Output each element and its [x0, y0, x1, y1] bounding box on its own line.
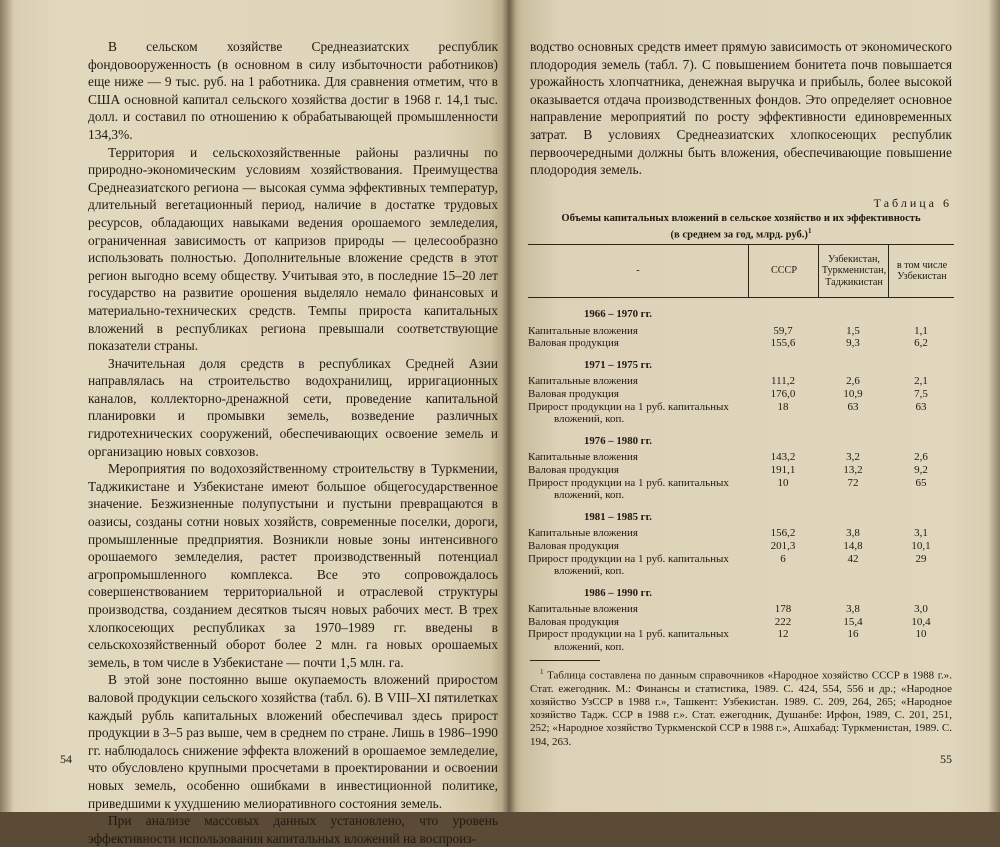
value-uzbekistan: 29: [915, 552, 927, 565]
left-page-text: [88, 38, 498, 847]
period-header: 1981 – 1985 гг.: [584, 510, 652, 523]
value-uzbekistan: 10,1: [911, 539, 931, 552]
value-uzbekistan: 3,1: [914, 527, 928, 540]
period-header: 1971 – 1975 гг.: [584, 358, 652, 371]
row-label: [528, 401, 748, 426]
row-label: [528, 451, 748, 464]
value-ussr: 6: [780, 552, 786, 565]
table-row: [528, 603, 954, 616]
value-ussr: 178: [774, 603, 792, 616]
value-ussr: 176,0: [770, 387, 796, 400]
column-header-ussr: СССР: [748, 245, 819, 297]
row-label-text: Капитальные вложения: [528, 451, 638, 464]
value-central-asia: 42: [847, 552, 859, 565]
row-label: [528, 527, 748, 540]
column-header-central-asia: Узбекистан, Туркменистан, Таджикистан: [818, 245, 889, 297]
value-uzbekistan: 7,5: [914, 387, 928, 400]
row-label-text: Валовая продукция: [528, 463, 619, 476]
table-row: [528, 553, 954, 578]
table-row: [528, 464, 954, 477]
right-page-text: [530, 38, 952, 179]
value-central-asia: 1,5: [846, 324, 860, 337]
table-header: [528, 244, 954, 298]
row-label-text: Валовая продукция: [528, 539, 619, 552]
paragraph: Значительная доля средств в республиках Средней Азии направлялась на строительство водохранилищ, ирригационных каналов, коллекторно-дренажной сети, проведение капитальной планировки и промывки земель, возведение различных гидротехнических сооружений, обеспечивающих освоение земель и организацию новых совхозов.: [88, 355, 498, 459]
value-ussr: 201,3: [770, 539, 796, 552]
row-label-text: Валовая продукция: [528, 615, 619, 628]
value-uzbekistan: 63: [915, 400, 927, 413]
value-uzbekistan: 65: [915, 476, 927, 489]
period-header: 1986 – 1990 гг.: [584, 586, 652, 599]
data-table: [528, 244, 954, 654]
row-label-text: Прирост продукции на 1 руб. капитальных: [528, 400, 729, 413]
paragraph: При анализе массовых данных установлено, что уровень эффективности использования капитальных вложений на воспроиз-: [88, 813, 498, 846]
value-uzbekistan: 9,2: [914, 463, 928, 476]
row-label: [528, 375, 748, 388]
value-central-asia: 3,8: [846, 603, 860, 616]
table-row: [528, 451, 954, 464]
row-label: [528, 628, 748, 653]
value-central-asia: 10,9: [843, 387, 863, 400]
period-header: 1976 – 1980 гг.: [584, 434, 652, 447]
footnote-rule: [530, 660, 600, 661]
row-label: [528, 464, 748, 477]
value-ussr: 156,2: [770, 527, 796, 540]
table-row: [528, 527, 954, 540]
row-label-text: Капитальные вложения: [528, 324, 638, 337]
table-title-line: [530, 225, 952, 242]
row-label: [528, 540, 748, 553]
paragraph: Территория и сельскохозяйственные районы различны по природно-экономическим условиям хозяйствования. Преимущества Среднеазиатского региона — высокая сумма эффективных температур, длительный вегетационный период, наличие в достатке трудовых ресурсов, обладающих навыками ведения орошаемого земледелия, ограниченная зависимость от капризов природы — целесообразно использовать полностью. Дополнительные вложение средств в этот регион выгодно всему обществу. Учитывая это, в последние 15–20 лет государство на развитие орошения выделяло немало финансовых и материально-технических средств. Темпы прироста капитальных вложений в республиках региона превышали соответствующие показатели страны.: [88, 144, 498, 354]
row-label-text: Прирост продукции на 1 руб. капитальных: [528, 476, 729, 489]
value-central-asia: 2,6: [846, 375, 860, 388]
value-central-asia: 13,2: [843, 463, 863, 476]
table-row: [528, 388, 954, 401]
period-header: 1966 – 1970 гг.: [584, 308, 652, 320]
footnote-ref: 1: [807, 227, 812, 235]
value-uzbekistan: 1,1: [914, 324, 928, 337]
column-header-uzbekistan: в том числе Узбекистан: [888, 245, 955, 297]
row-label-text: Капитальные вложения: [528, 603, 638, 616]
footnote: [530, 666, 952, 749]
value-uzbekistan: 3,0: [914, 603, 928, 616]
table-title-subline: (в среднем за год, млрд. руб.): [670, 229, 808, 241]
value-central-asia: 63: [847, 400, 859, 413]
footnote-marker: 1: [540, 668, 544, 676]
value-ussr: 18: [777, 400, 789, 413]
row-label: [528, 337, 748, 350]
row-label: [528, 616, 748, 629]
row-label: [528, 325, 748, 338]
value-central-asia: 16: [847, 628, 859, 641]
column-header-indicator: -: [636, 265, 640, 277]
book-gutter: [502, 0, 516, 812]
paragraph: водство основных средств имеет прямую зависимость от экономического плодородия земель (табл. 7). С повышением бонитета почв повышается урожайность хлопчатника, денежная выручка и прибыль, более высокой оказывается отдача производственных фондов. Это определяет основное направление мероприятий по росту эффективности единовременных затрат. В условиях Среднеазиатских хлопкосеющих республик первоочередными должны быть вложения, обеспечивающие повышение плодородия земель.: [530, 39, 952, 178]
value-uzbekistan: 2,1: [914, 375, 928, 388]
value-uzbekistan: 2,6: [914, 451, 928, 464]
value-uzbekistan: 10,4: [911, 615, 931, 628]
table-title-line: Объемы капитальных вложений в сельское хозяйство и их эффективность: [561, 213, 921, 224]
row-label-continuation: вложений, коп.: [554, 413, 625, 426]
paragraph: В этой зоне постоянно выше окупаемость вложений приростом валовой продукции сельского хозяйства (табл. 6). В VIII–XI пятилетках каждый рубль капитальных вложений обеспечивал здесь прирост продукции в 3–5 раз выше, чем в среднем по стране. Лишь в 1986–1990 гг. наблюдалось снижение эффекта вложений в орошаемое земледелие, что обусловлено крупными просчетами в проектировании и освоении новых земель, особенно ошибками в инвестиционной политике, приведшими к ухудшению мелиоративного состояния земель.: [88, 672, 498, 811]
value-ussr: 111,2: [771, 375, 795, 388]
table-row: [528, 477, 954, 502]
value-uzbekistan: 10: [915, 628, 927, 641]
value-ussr: 10: [777, 476, 789, 489]
table-row: [528, 616, 954, 629]
value-central-asia: 9,3: [846, 337, 860, 350]
value-ussr: 143,2: [770, 451, 796, 464]
row-label-continuation: вложений, коп.: [554, 489, 625, 502]
value-uzbekistan: 6,2: [914, 337, 928, 350]
row-label-text: Капитальные вложения: [528, 375, 638, 388]
value-ussr: 12: [777, 628, 789, 641]
value-central-asia: 15,4: [843, 615, 863, 628]
row-label-text: Прирост продукции на 1 руб. капитальных: [528, 552, 729, 565]
value-central-asia: 3,2: [846, 451, 860, 464]
value-central-asia: 72: [847, 476, 859, 489]
table-row: [528, 375, 954, 388]
table-body: [528, 308, 954, 654]
row-label-text: Капитальные вложения: [528, 527, 638, 540]
footnote-text: Таблица составлена по данным справочников «Народное хозяйство СССР в 1988 г.». Стат. ежегодник. М.: Финансы и статистика, 1989. С. 424, 554, 556 и др.; «Народное хозяйство УзССР в 1988 г.», Ташкент: Узбекистан. 1989. С. 209, 264, 265; «Народное хозяйство Тадж. ССР в 1988 г.». Стат. ежегодник, Душанбе: Ирфон, 1989, С. 201, 251, 252; «Народное хозяйство Туркменской ССР в 1988 г.», Ашхабад: Туркменистан, 1989. С. 194, 263.: [530, 669, 952, 748]
value-central-asia: 3,8: [846, 527, 860, 540]
table-row: [528, 628, 954, 653]
page-number-left: 54: [60, 752, 72, 766]
table-label: Таблица 6: [873, 196, 952, 210]
page-number-right: 55: [940, 752, 952, 766]
row-label: [528, 603, 748, 616]
row-label: [528, 388, 748, 401]
value-ussr: 191,1: [770, 463, 796, 476]
table-row: [528, 401, 954, 426]
table-row: [528, 325, 954, 338]
table-row: [528, 540, 954, 553]
row-label: [528, 553, 748, 578]
row-label-text: Прирост продукции на 1 руб. капитальных: [528, 628, 729, 641]
value-ussr: 222: [774, 615, 792, 628]
paragraph: В сельском хозяйстве Среднеазиатских республик фондовооруженность (в основном в силу избыточности работников) еще ниже — 9 тыс. руб. на 1 работника. Для сравнения отметим, что в США основной капитал сельского хозяйства достиг в 1968 г. 14,1 тыс. долл. и составил по отношению к обрабатывающей промышленности 134,3%.: [88, 39, 498, 142]
row-label-continuation: вложений, коп.: [554, 565, 625, 578]
value-ussr: 155,6: [770, 337, 796, 350]
value-ussr: 59,7: [773, 324, 793, 337]
row-label: [528, 477, 748, 502]
row-label-continuation: вложений, коп.: [554, 641, 625, 654]
value-central-asia: 14,8: [843, 539, 863, 552]
row-label-text: Валовая продукция: [528, 387, 619, 400]
row-label-text: Валовая продукция: [528, 337, 619, 350]
paragraph: Мероприятия по водохозяйственному строительству в Туркмении, Таджикистане и Узбекистане имеют большое общегосударственное значение. Безжизненные полупустыни и пустыни превращаются в оазисы, созданы сотни новых хозяйств, современные поселки, дороги, промышленные предприятия. Возникли новые зоны интенсивного орошаемого земледелия, растет производственный потенциал агропромышленного комплекса. Все это сопровождалось совершенствованием территориальной и отраслевой структуры производства, созданием десятков тысяч новых рабочих мест. В трех хлопкосеющих республиках за 1970–1989 гг. введены в сельскохозяйственный оборот более 2 млн. га новых орошаемых земель, в том числе в Узбекистане — почти 1,5 млн. га.: [88, 461, 498, 670]
table-title: [530, 212, 952, 242]
table-row: [528, 337, 954, 350]
